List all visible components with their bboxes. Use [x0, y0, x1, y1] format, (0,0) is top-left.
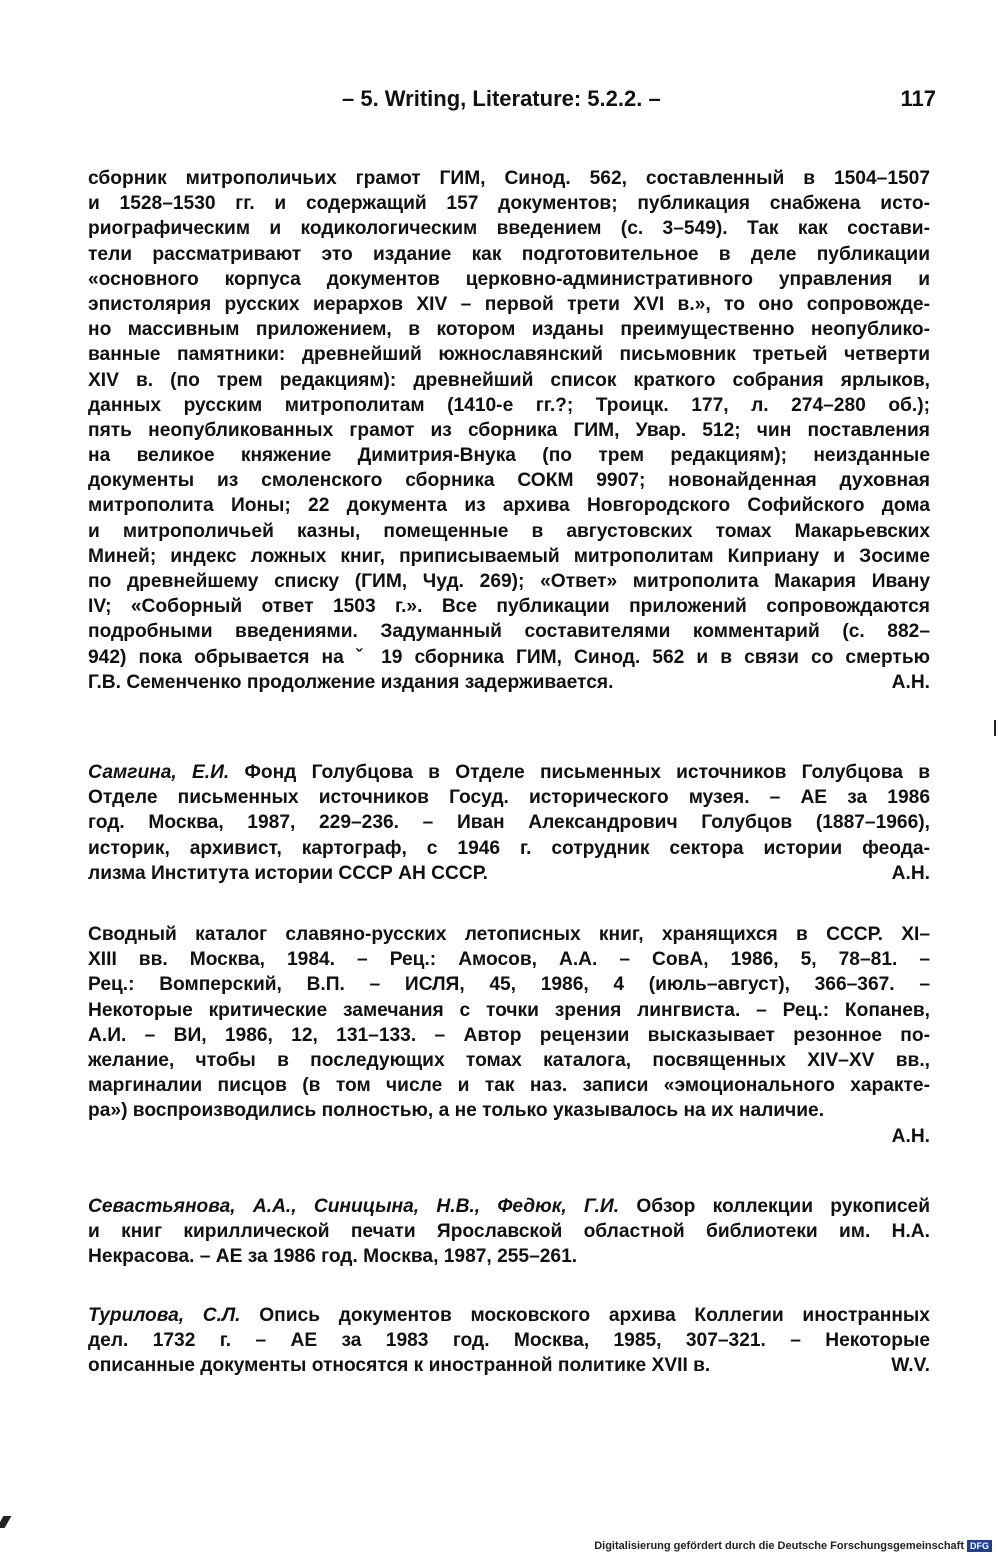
- entry-line: эпистолярия русских иерархов XIV – первой трети XVI в.», то оно сопровожде-: [88, 293, 930, 315]
- page-number: 117: [900, 86, 936, 111]
- entry-line: XIV в. (по трем редакциям): древнейший список краткого собрания ярлыков,: [88, 369, 930, 391]
- entry-line: маргиналии писцов (в том числе и так наз. записи «эмоционального характе-: [88, 1075, 930, 1097]
- entry-line: риографическим и кодикологическим введением (с. 3–549). Так как состави-: [88, 218, 930, 240]
- entry-line: Рец.: Вомперский, В.П. – ИСЛЯ, 45, 1986, 4 (июль–август), 366–367. –: [88, 974, 930, 996]
- entry-line: историк, архивист, картограф, с 1946 г. сотрудник сектора истории феода-: [88, 837, 930, 859]
- entry-last-line: ра») воспроизводились полностью, а не только указывалось на их наличие.: [88, 1100, 825, 1122]
- entry-author: Севастьянова, А.А., Синицына, Н.В., Федюк, Г.И.: [88, 1196, 620, 1217]
- bibliography-entry-1: [88, 166, 930, 695]
- entry-last-line-text: Г.В. Семенченко продолжение издания задерживается.: [88, 671, 614, 693]
- entry-line: IV; «Соборный ответ 1503 г.». Все публикации приложений сопровождаются: [88, 596, 930, 618]
- entry-line: митрополита Ионы; 22 документа из архива Новгородского Софийского дома: [88, 495, 930, 517]
- scan-mark: [0, 1516, 11, 1528]
- entry-first-line-text: Обзор коллекции рукописей: [636, 1196, 930, 1217]
- entry-line: и митрополичьей казны, помещенные в августовских томах Макарьевских: [88, 520, 930, 542]
- entry-first-line: [88, 760, 930, 785]
- entry-first-line: [88, 1303, 930, 1328]
- entry-last-line: [88, 1353, 930, 1378]
- entry-line: но массивным приложением, в котором изданы преимущественно неопублико-: [88, 319, 930, 341]
- entry-last-line-text: лизма Института истории СССР АН СССР.: [88, 862, 488, 884]
- entry-line: 942) пока обрывается на ˇ 19 сборника ГИМ, Синод. 562 и в связи со смертью: [88, 646, 930, 668]
- dfg-logo-badge: DFG: [967, 1540, 992, 1552]
- entry-last-line: [88, 861, 930, 886]
- entry-line: Некоторые критические замечания с точки зрения лингвиста. – Рец.: Копанев,: [88, 999, 930, 1021]
- entry-line: дел. 1732 г. – АЕ за 1983 год. Москва, 1985, 307–321. – Некоторые: [88, 1330, 930, 1352]
- digitization-footer: [594, 1540, 992, 1552]
- reviewer-signature: А.Н.: [891, 1125, 930, 1147]
- entry-first-line-text: Фонд Голубцова в Отделе письменных источников Голубцова в: [244, 762, 930, 783]
- entry-author: Самгина, Е.И.: [88, 762, 230, 783]
- entry-line: по древнейшему списку (ГИМ, Чуд. 269); «Ответ» митрополита Макария Ивану: [88, 571, 930, 592]
- footer-text: Digitalisierung gefördert durch die Deutsche Forschungsgemeinschaft: [594, 1539, 964, 1552]
- entry-line: Отделе письменных источников Госуд. исторического музея. – АЕ за 1986: [88, 787, 930, 809]
- entry-line: и книг кириллической печати Ярославской областной библиотеки им. Н.А.: [88, 1221, 930, 1243]
- entry-line: желание, чтобы в последующих томах каталога, посвященных XIV–XV вв.,: [88, 1049, 930, 1071]
- entry-first-line: [88, 1194, 930, 1219]
- entry-line: ванные памятники: древнейший южнославянский письмовник третьей четверти: [88, 344, 930, 366]
- running-header: [0, 86, 1000, 118]
- entry-last-line: [88, 670, 930, 695]
- entry-line: «основного корпуса документов церковно-административного управления и: [88, 268, 930, 290]
- reviewer-signature: А.Н.: [891, 862, 930, 884]
- bibliography-entry-2: [88, 760, 930, 886]
- scan-mark: [994, 720, 996, 736]
- reviewer-signature: А.Н.: [891, 671, 930, 693]
- entry-line: и 1528–1530 гг. и содержащий 157 документов; публикация снабжена исто-: [88, 193, 930, 215]
- running-title: – 5. Writing, Literature: 5.2.2. –: [342, 86, 661, 111]
- entry-line: тели рассматривают это издание как подготовительное в деле публикации: [88, 243, 930, 265]
- bibliography-entry-3: [88, 922, 930, 1149]
- entry-line: подробными введениями. Задуманный составителями комментарий (с. 882–: [88, 621, 930, 643]
- entry-line: А.И. – ВИ, 1986, 12, 131–133. – Автор рецензии высказывает резонное по-: [88, 1024, 930, 1046]
- entry-line: сборник митрополичьих грамот ГИМ, Синод. 562, составленный в 1504–1507: [88, 168, 930, 189]
- entry-last-line-text: описанные документы относятся к иностранной политике XVII в.: [88, 1355, 711, 1377]
- entry-line: год. Москва, 1987, 229–236. – Иван Александрович Голубцов (1887–1966),: [88, 812, 930, 834]
- entry-first-line-text: Опись документов московского архива Коллегии иностранных: [259, 1305, 930, 1326]
- reviewer-signature: W.V.: [891, 1355, 930, 1377]
- entry-line: XIII вв. Москва, 1984. – Рец.: Амосов, А.А. – СовА, 1986, 5, 78–81. –: [88, 949, 930, 971]
- entry-line: Сводный каталог славяно-русских летописных книг, хранящихся в СССР. XI–: [88, 924, 930, 945]
- entry-last-line: Некрасова. – АЕ за 1986 год. Москва, 1987, 255–261.: [88, 1246, 578, 1268]
- entry-line: Миней; индекс ложных книг, приписываемый митрополитам Киприану и Зосиме: [88, 545, 930, 567]
- entry-author: Турилова, С.Л.: [88, 1305, 241, 1326]
- bibliography-entry-4: [88, 1194, 930, 1270]
- entry-line: документы из смоленского сборника СОКМ 9907; новонайденная духовная: [88, 470, 930, 492]
- entry-line: данных русским митрополитам (1410-е гг.?; Троицк. 177, л. 274–280 об.);: [88, 394, 930, 416]
- entry-line: на великое княжение Димитрия-Внука (по трем редакциям); неизданные: [88, 445, 930, 467]
- entry-line: пять неопубликованных грамот из сборника ГИМ, Увар. 512; чин поставления: [88, 419, 930, 441]
- bibliography-entry-5: [88, 1303, 930, 1379]
